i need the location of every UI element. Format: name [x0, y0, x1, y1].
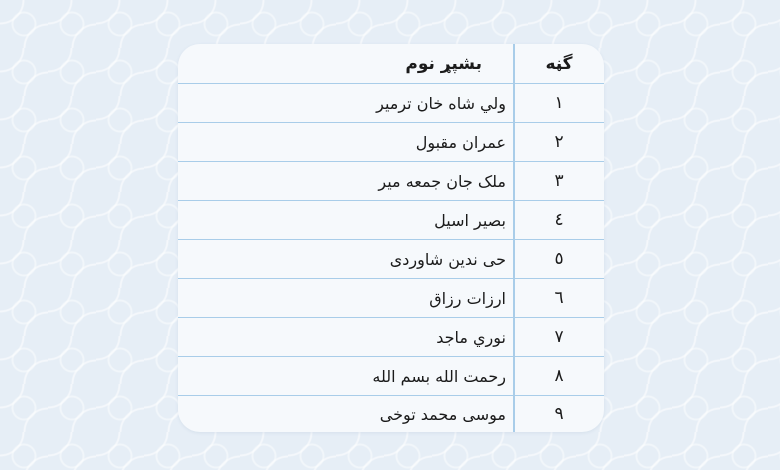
row-name: ولي شاه خان ترمیر — [376, 93, 506, 113]
table-row — [178, 123, 604, 162]
row-number: ٢ — [554, 132, 564, 152]
table-row — [178, 357, 604, 396]
table-row — [178, 201, 604, 240]
table-row — [178, 279, 604, 318]
row-name: عمران مقبول — [415, 132, 506, 152]
table-row — [178, 396, 604, 432]
row-name: ارزات رزاق — [429, 288, 506, 308]
column-divider — [513, 44, 515, 432]
table-row — [178, 84, 604, 123]
row-number: ٣ — [554, 171, 564, 191]
table-row — [178, 318, 604, 357]
row-number: ٧ — [554, 327, 564, 347]
row-number: ٤ — [554, 210, 564, 230]
row-name: نوري ماجد — [436, 327, 506, 347]
row-number: ٨ — [554, 366, 564, 386]
row-number: ٩ — [554, 404, 564, 424]
row-name: رحمت الله بسم الله — [372, 366, 506, 386]
row-name: موسی محمد توخی — [379, 404, 506, 424]
row-name: حی ندین شاوردی — [389, 249, 506, 269]
names-table — [178, 44, 604, 432]
table-row — [178, 240, 604, 279]
row-name: ملک جان جمعه میر — [378, 171, 506, 191]
row-number: ٥ — [554, 249, 564, 269]
name-column-header: بشپړ نوم — [405, 53, 482, 74]
table-row — [178, 162, 604, 201]
row-number: ١ — [554, 93, 564, 113]
number-column-header: گڼه — [545, 53, 573, 74]
table-header — [178, 44, 604, 84]
row-number: ٦ — [554, 288, 564, 308]
row-name: بصیر اسیل — [434, 210, 506, 230]
